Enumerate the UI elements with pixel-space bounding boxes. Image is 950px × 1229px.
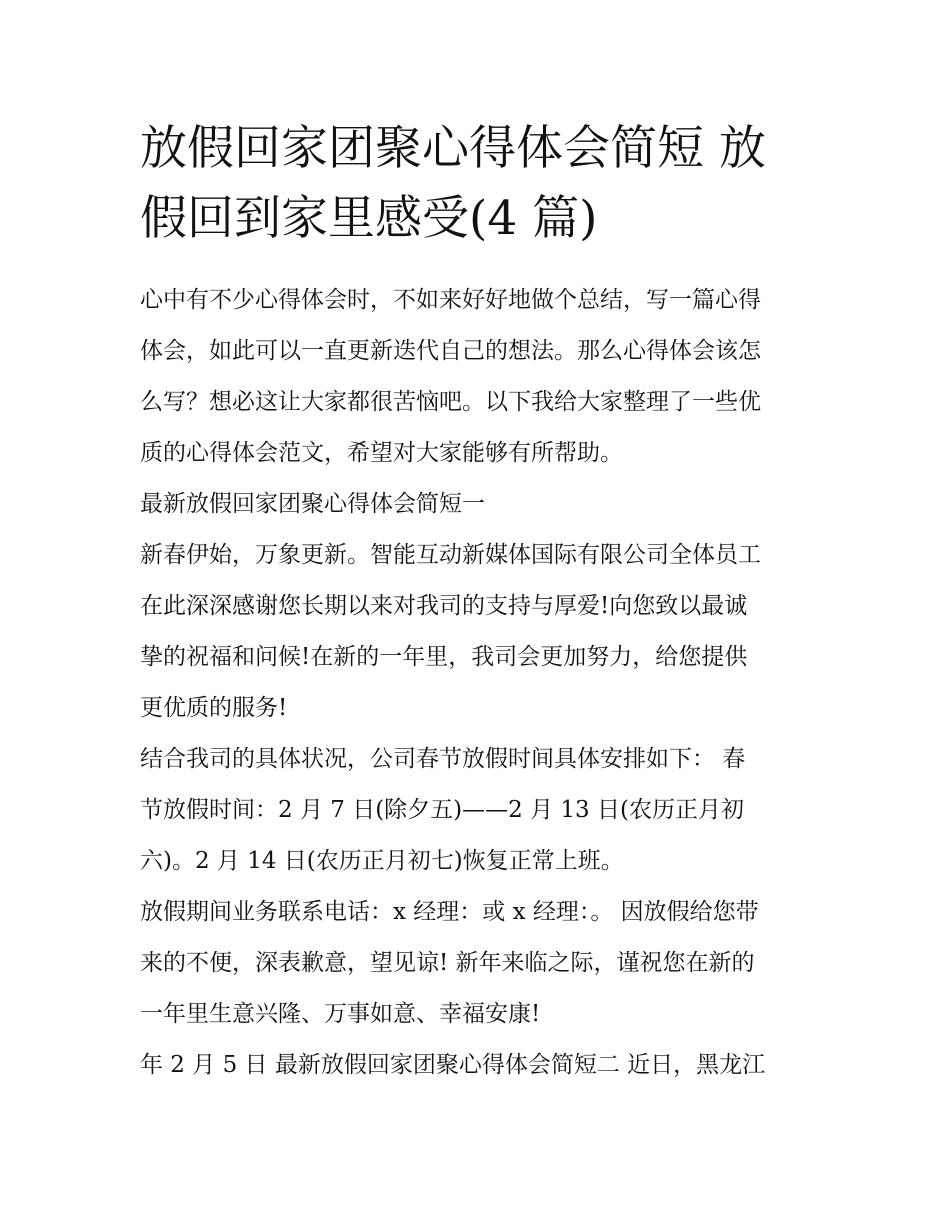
paragraph-greeting-line: 在此深深感谢您长期以来对我司的支持与厚爱!向您致以最诚: [140, 593, 748, 619]
paragraph-contact-line: 放假期间业务联系电话：x 经理：或 x 经理：。 因放假给您带: [140, 899, 759, 925]
paragraph-intro-line: 质的心得体会范文，希望对大家能够有所帮助。: [140, 440, 623, 466]
paragraph-intro-line: 心中有不少心得体会时，不如来好好地做个总结，写一篇心得: [140, 287, 761, 313]
paragraph-schedule-line: 结合我司的具体状况，公司春节放假时间具体安排如下： 春: [140, 746, 746, 772]
paragraph-contact-line: 一年里生意兴隆、万事如意、幸福安康!: [140, 1001, 541, 1027]
paragraph-intro-line: 体会，如此可以一直更新迭代自己的想法。那么心得体会该怎: [140, 338, 761, 364]
section-heading-one: 最新放假回家团聚心得体会简短一: [140, 491, 485, 517]
paragraph-intro-line: 么写？想必这让大家都很苦恼吧。以下我给大家整理了一些优: [140, 389, 761, 415]
paragraph-contact-line: 来的不便，深表歉意，望见谅! 新年来临之际，谨祝您在新的: [140, 950, 755, 976]
paragraph-schedule-line: 六)。2 月 14 日(农历正月初七)恢复正常上班。: [140, 848, 624, 874]
paragraph-greeting-line: 更优质的服务!: [140, 695, 288, 721]
body-text: [140, 275, 830, 1091]
title-line: 假回到家里感受(4 篇): [140, 191, 598, 246]
paragraph-date-line: 年 2 月 5 日 最新放假回家团聚心得体会简短二 近日，黑龙江: [140, 1052, 766, 1078]
paragraph-schedule-line: 节放假时间：2 月 7 日(除夕五)——2 月 13 日(农历正月初: [140, 797, 744, 823]
title-line: 放假回家团聚心得体会简短 放: [140, 121, 766, 176]
paragraph-greeting-line: 挚的祝福和问候!在新的一年里，我司会更加努力，给您提供: [140, 644, 748, 670]
paragraph-greeting-line: 新春伊始，万象更新。智能互动新媒体国际有限公司全体员工: [140, 542, 761, 568]
document-title: [140, 114, 820, 254]
